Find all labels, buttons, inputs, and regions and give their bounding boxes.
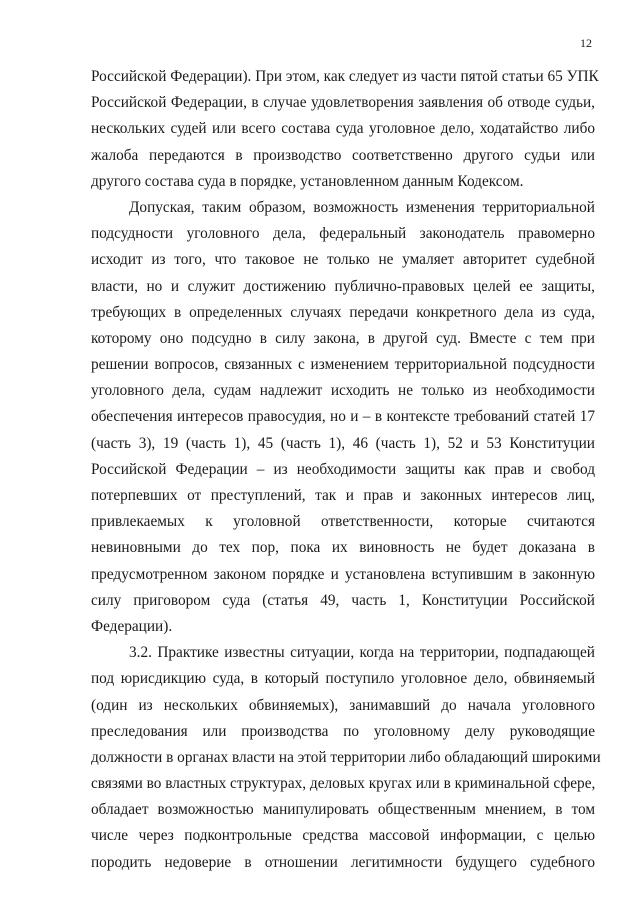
text-line: уголовного дела, судам надлежит исходить не только из необходимости bbox=[91, 382, 595, 400]
text-line: предусмотренном законом порядке и установлена вступившим в законную bbox=[91, 565, 595, 583]
text-line: обладает возможностью манипулировать общественным мнением, в том bbox=[91, 801, 595, 819]
text-line: нескольких судей или всего состава суда уголовное дело, ходатайство либо bbox=[91, 120, 595, 138]
text-line: Федерации). bbox=[91, 617, 173, 635]
text-line: (один из нескольких обвиняемых), занимавший до начала уголовного bbox=[91, 696, 595, 714]
text-line: Допуская, таким образом, возможность изменения территориальной bbox=[129, 198, 595, 216]
text-line: обеспечения интересов правосудия, но и – в контексте требований статей 17 bbox=[91, 408, 595, 426]
text-line: решении вопросов, связанных с изменением территориальной подсудности bbox=[91, 356, 595, 374]
text-line: исходит из того, что таковое не только не умаляет авторитет судебной bbox=[91, 251, 595, 269]
text-line: власти, но и служит достижению публично-правовых целей ее защиты, bbox=[91, 277, 595, 295]
text-line: Российской Федерации – из необходимости защиты как прав и свобод bbox=[91, 460, 595, 478]
text-line: требующих в определенных случаях передачи конкретного дела из суда, bbox=[91, 303, 595, 321]
text-line: силу приговором суда (статья 49, часть 1, Конституции Российской bbox=[91, 591, 595, 609]
text-line: под юрисдикцию суда, в который поступило уголовное дело, обвиняемый bbox=[91, 670, 595, 688]
text-line: жалоба передаются в производство соответственно другого судьи или bbox=[91, 146, 595, 164]
text-line: подсудности уголовного дела, федеральный законодатель правомерно bbox=[91, 225, 595, 243]
page-number: 12 bbox=[580, 36, 592, 50]
text-line: числе через подконтрольные средства массовой информации, с целью bbox=[91, 827, 595, 845]
text-line: невиновными до тех пор, пока их виновность не будет доказана в bbox=[91, 539, 595, 557]
text-line: потерпевших от преступлений, так и прав и законных интересов лиц, bbox=[91, 487, 595, 504]
text-line: Российской Федерации, в случае удовлетворения заявления об отводе судьи, bbox=[91, 94, 595, 112]
text-line: преследования или производства по уголовному делу руководящие bbox=[91, 722, 595, 740]
text-line: 3.2. Практике известны ситуации, когда на территории, подпадающей bbox=[129, 644, 595, 662]
text-line: связями во властных структурах, деловых кругах или в криминальной сфере, bbox=[91, 775, 596, 793]
text-line: породить недоверие в отношении легитимности будущего судебного bbox=[91, 853, 595, 871]
text-line: (часть 3), 19 (часть 1), 45 (часть 1), 46 (часть 1), 52 и 53 Конституции bbox=[91, 434, 595, 452]
body-text bbox=[91, 64, 601, 876]
text-line: Российской Федерации). При этом, как следует из части пятой статьи 65 УПК bbox=[91, 68, 599, 85]
text-line: привлекаемых к уголовной ответственности, которые считаются bbox=[91, 513, 595, 531]
text-line: другого состава суда в порядке, установленном данным Кодексом. bbox=[91, 172, 524, 190]
text-line: должности в органах власти на этой территории либо обладающий широкими bbox=[91, 748, 601, 766]
text-line: которому оно подсудно в силу закона, в другой суд. Вместе с тем при bbox=[91, 329, 595, 347]
